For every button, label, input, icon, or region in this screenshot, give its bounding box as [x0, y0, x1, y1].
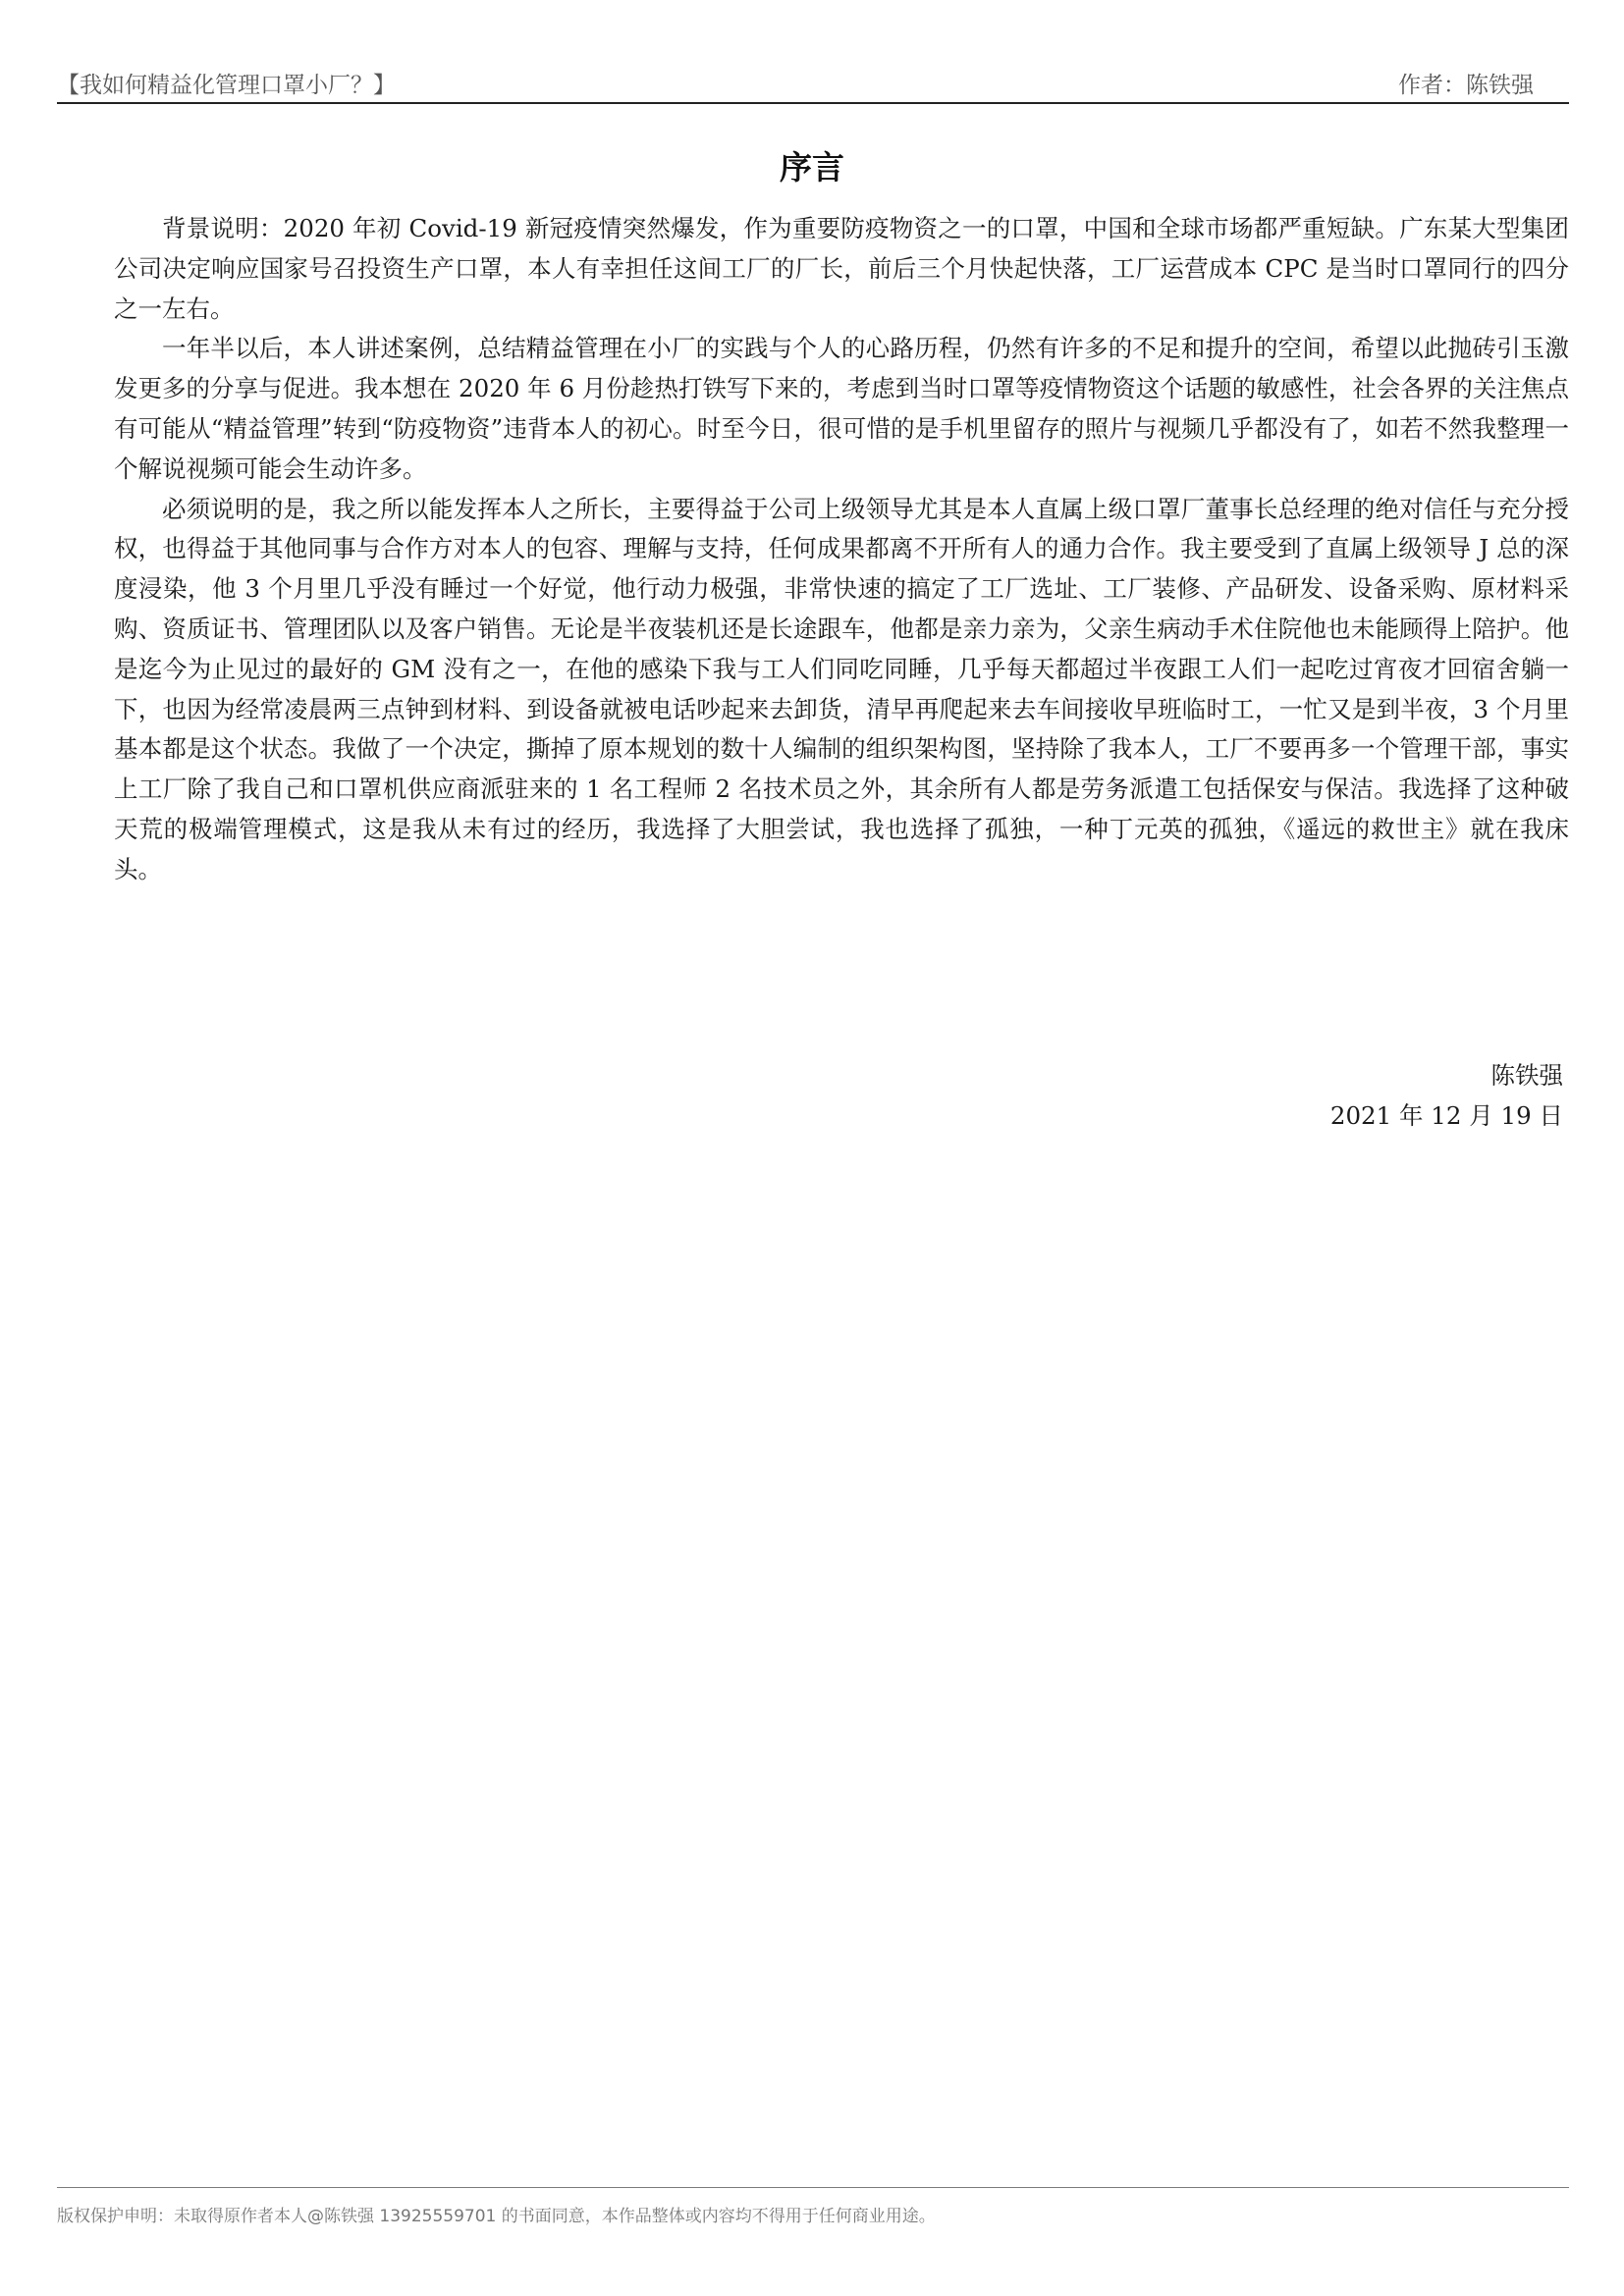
signature-block: [1330, 1055, 1563, 1136]
header-document-title: 【我如何精益化管理口罩小厂？】: [57, 73, 396, 98]
signature-date: 2021 年 12 月 19 日: [1329, 1101, 1563, 1130]
paragraph-background: 背景说明：2020 年初 Covid-19 新冠疫情突然爆发，作为重要防疫物资之一的口罩，中国和全球市场都严重短缺。广东某大型集团公司决定响应国家号召投资生产口罩，本人有幸担任这间工厂的厂长，前后三个月快起快落，工厂运营成本 CPC 是当时口罩同行的四分之一左右。: [114, 214, 1569, 323]
page-header: [57, 59, 1569, 104]
page-title: 序言: [780, 148, 844, 187]
copyright-notice: 版权保护申明：未取得原作者本人@陈铁强 13925559701 的书面同意，本作品整体或内容均不得用于任何商业用途。: [57, 2207, 936, 2226]
preface-body: [114, 209, 1569, 890]
signature-name: 陈铁强: [1490, 1061, 1563, 1090]
paragraph-case-summary: 一年半以后，本人讲述案例，总结精益管理在小厂的实践与个人的心路历程，仍然有许多的不足和提升的空间，希望以此抛砖引玉激发更多的分享与促进。我本想在 2020 年 6 月份趁热打铁写下来的，考虑到当时口罩等疫情物资这个话题的敏感性，社会各界的关注焦点有可能从“精益管理”转到“防疫物资”违背本人的初心。时至今日，很可惜的是手机里留存的照片与视频几乎都没有了，如若不然我整理一个解说视频可能会生动许多。: [114, 334, 1569, 483]
header-author: 作者：陈铁强: [1398, 73, 1534, 98]
paragraph-acknowledgement: 必须说明的是，我之所以能发挥本人之所长，主要得益于公司上级领导尤其是本人直属上级口罩厂董事长总经理的绝对信任与充分授权，也得益于其他同事与合作方对本人的包容、理解与支持，任何成果都离不开所有人的通力合作。我主要受到了直属上级领导 J 总的深度浸染，他 3 个月里几乎没有睡过一个好觉，他行动力极强，非常快速的搞定了工厂选址、工厂装修、产品研发、设备采购、原材料采购、资质证书、管理团队以及客户销售。无论是半夜装机还是长途跟车，他都是亲力亲为，父亲生病动手术住院他也未能顾得上陪护。他是迄今为止见过的最好的 GM 没有之一，在他的感染下我与工人们同吃同睡，几乎每天都超过半夜跟工人们一起吃过宵夜才回宿舍躺一下，也因为经常凌晨两三点钟到材料、到设备就被电话吵起来去卸货，清早再爬起来去车间接收早班临时工，一忙又是到半夜，3 个月里基本都是这个状态。我做了一个决定，撕掉了原本规划的数十人编制的组织架构图，坚持除了我本人，工厂不要再多一个管理干部，事实上工厂除了我自己和口罩机供应商派驻来的 1 名工程师 2 名技术员之外，其余所有人都是劳务派遣工包括保安与保洁。我选择了这种破天荒的极端管理模式，这是我从未有过的经历，我选择了大胆尝试，我也选择了孤独，一种丁元英的孤独，《遥远的救世主》就在我床头。: [114, 494, 1569, 883]
footer-divider: [57, 2187, 1569, 2188]
